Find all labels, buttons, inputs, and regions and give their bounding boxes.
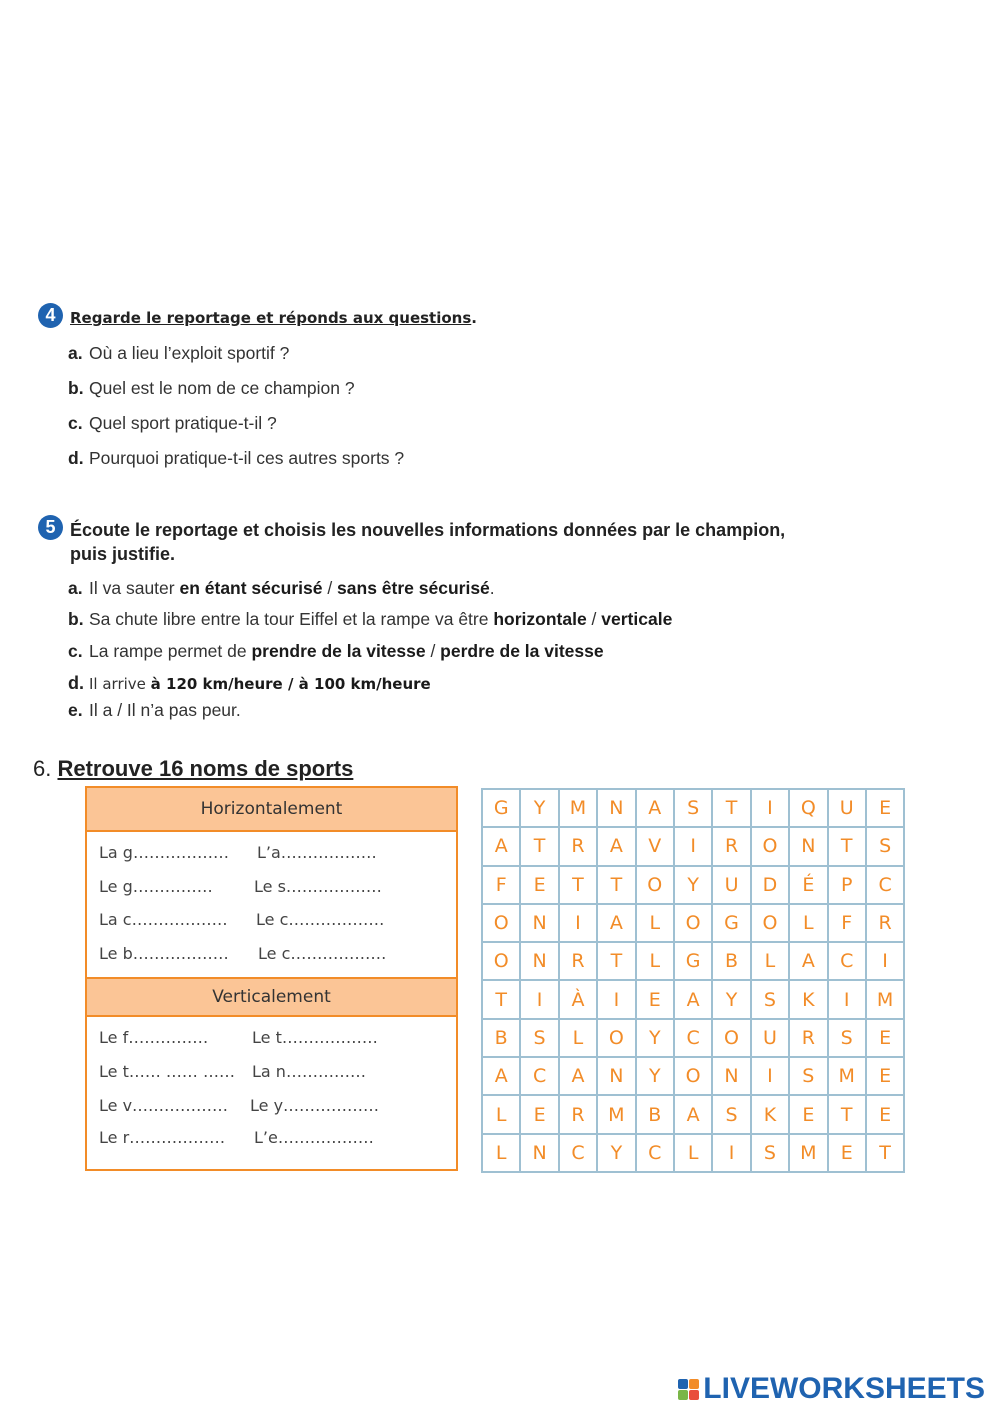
grid-cell[interactable]: T [828, 827, 866, 865]
exercise-6-title-text: Retrouve 16 noms de sports [57, 756, 354, 781]
grid-cell[interactable]: D [751, 866, 789, 904]
choice-separator: / [586, 609, 602, 629]
choice-label: c. [68, 641, 83, 661]
grid-row [482, 942, 904, 980]
hint-h-3b: Le c……………… [256, 910, 385, 929]
question-4c [68, 413, 277, 434]
exercise-6-number: 6. [33, 756, 52, 781]
grid-row [482, 1134, 904, 1172]
grid-row [482, 827, 904, 865]
grid-cell[interactable]: I [751, 1057, 789, 1095]
grid-cell[interactable]: B [712, 942, 750, 980]
grid-cell[interactable]: L [636, 904, 674, 942]
grid-cell[interactable]: N [520, 904, 558, 942]
grid-cell[interactable]: F [828, 904, 866, 942]
choice-prefix: Il va sauter [89, 578, 180, 598]
hint-box [85, 786, 458, 1171]
grid-cell[interactable]: M [866, 980, 904, 1018]
grid-row [482, 1095, 904, 1133]
grid-cell[interactable]: B [636, 1095, 674, 1133]
choice-prefix: Il arrive [89, 675, 151, 693]
grid-cell[interactable]: L [482, 1095, 520, 1133]
grid-cell[interactable]: E [520, 866, 558, 904]
grid-cell[interactable]: A [674, 1095, 712, 1133]
grid-cell[interactable]: O [674, 1057, 712, 1095]
question-text: Quel sport pratique-t-il ? [89, 413, 277, 433]
exercise-5-title-line1: Écoute le reportage et choisis les nouvelles informations données par le champion, [70, 520, 786, 540]
hint-h-4b: Le c……………… [258, 944, 387, 963]
grid-cell[interactable]: T [482, 980, 520, 1018]
grid-row [482, 1019, 904, 1057]
choice-option-2[interactable]: perdre de la vitesse [440, 641, 604, 661]
grid-cell[interactable]: I [674, 827, 712, 865]
grid-row [482, 789, 904, 827]
choice-separator: / [425, 641, 441, 661]
grid-cell[interactable]: R [559, 942, 597, 980]
choice-option-1[interactable]: en étant sécurisé [179, 578, 323, 598]
grid-cell[interactable]: E [866, 1057, 904, 1095]
grid-cell[interactable]: Y [636, 1057, 674, 1095]
grid-row [482, 904, 904, 942]
grid-cell[interactable]: L [636, 942, 674, 980]
grid-cell[interactable]: M [559, 789, 597, 827]
grid-cell[interactable]: I [520, 980, 558, 1018]
grid-cell[interactable]: O [674, 904, 712, 942]
grid-cell[interactable]: T [712, 789, 750, 827]
grid-cell[interactable]: S [866, 827, 904, 865]
grid-cell[interactable]: K [789, 980, 827, 1018]
question-label: d. [68, 448, 84, 468]
grid-cell[interactable]: E [520, 1095, 558, 1133]
exercise-5-title [70, 518, 785, 566]
grid-cell[interactable]: T [866, 1134, 904, 1172]
choice-label: a. [68, 578, 83, 598]
grid-cell[interactable]: N [597, 1057, 635, 1095]
grid-cell[interactable]: R [789, 1019, 827, 1057]
question-4a [68, 343, 289, 364]
grid-cell[interactable]: Q [789, 789, 827, 827]
hint-v-4b: L’e……………… [254, 1128, 374, 1147]
grid-cell[interactable]: E [828, 1134, 866, 1172]
grid-cell[interactable]: T [597, 942, 635, 980]
choice-prefix: Sa chute libre entre la tour Eiffel et la rampe va être [89, 609, 494, 629]
grid-cell[interactable]: F [482, 866, 520, 904]
grid-cell[interactable]: A [597, 827, 635, 865]
grid-cell[interactable]: Y [597, 1134, 635, 1172]
choice-option-1[interactable]: prendre de la vitesse [251, 641, 426, 661]
choice-label: e. [68, 700, 83, 720]
choice-options[interactable]: à 120 km/heure / à 100 km/heure [150, 675, 431, 693]
grid-cell[interactable]: R [712, 827, 750, 865]
grid-cell[interactable]: R [866, 904, 904, 942]
grid-cell[interactable]: U [751, 1019, 789, 1057]
grid-cell[interactable]: E [636, 980, 674, 1018]
grid-cell[interactable]: A [636, 789, 674, 827]
grid-cell[interactable]: A [789, 942, 827, 980]
grid-cell[interactable]: I [712, 1134, 750, 1172]
grid-cell[interactable]: G [712, 904, 750, 942]
hint-v-3b: Le y……………… [250, 1096, 380, 1115]
grid-cell[interactable]: À [559, 980, 597, 1018]
exercise-5-title-line2: puis justifie. [70, 544, 176, 564]
exercise-6-title [33, 756, 353, 782]
question-text: Où a lieu l’exploit sportif ? [89, 343, 290, 363]
grid-cell[interactable]: Y [520, 789, 558, 827]
grid-cell[interactable]: R [559, 1095, 597, 1133]
question-4d [68, 448, 404, 469]
grid-cell[interactable]: M [789, 1134, 827, 1172]
grid-cell[interactable]: C [828, 942, 866, 980]
grid-cell[interactable]: A [559, 1057, 597, 1095]
choice-prefix: La rampe permet de [89, 641, 252, 661]
grid-cell[interactable]: P [828, 866, 866, 904]
horizontal-header: Horizontalement [87, 788, 456, 832]
grid-cell[interactable]: S [751, 1134, 789, 1172]
grid-cell[interactable]: V [636, 827, 674, 865]
grid-cell[interactable]: S [674, 789, 712, 827]
grid-cell[interactable]: N [712, 1057, 750, 1095]
grid-cell[interactable]: E [789, 1095, 827, 1133]
grid-cell[interactable]: É [789, 866, 827, 904]
choice-text[interactable]: Il a / Il n’a pas peur. [89, 700, 241, 720]
grid-cell[interactable]: L [751, 942, 789, 980]
grid-cell[interactable]: C [866, 866, 904, 904]
grid-cell[interactable]: C [520, 1057, 558, 1095]
grid-cell[interactable]: N [520, 1134, 558, 1172]
question-text: Pourquoi pratique-t-il ces autres sports ? [89, 448, 405, 468]
choice-5d [68, 673, 431, 694]
choice-5b [68, 609, 672, 630]
choice-label: b. [68, 609, 84, 629]
hint-v-3a: Le v……………… [99, 1096, 229, 1115]
grid-cell[interactable]: S [789, 1057, 827, 1095]
hint-h-1b: L’a……………… [257, 843, 377, 862]
choice-separator: / [322, 578, 338, 598]
grid-cell[interactable]: O [482, 942, 520, 980]
grid-cell[interactable]: C [636, 1134, 674, 1172]
grid-cell[interactable]: N [597, 789, 635, 827]
exercise-4-title-text: Regarde le reportage et réponds aux questions [70, 309, 472, 327]
hint-v-4a: Le r……………… [99, 1128, 226, 1147]
hint-v-2b: La n…………… [252, 1062, 366, 1081]
exercise-5-number-icon: 5 [38, 515, 63, 540]
grid-cell[interactable]: C [674, 1019, 712, 1057]
grid-cell[interactable]: U [828, 789, 866, 827]
grid-cell[interactable]: A [482, 1057, 520, 1095]
grid-cell[interactable]: L [559, 1019, 597, 1057]
question-text: Quel est le nom de ce champion ? [89, 378, 355, 398]
grid-cell[interactable]: O [636, 866, 674, 904]
grid-cell[interactable]: N [520, 942, 558, 980]
grid-cell[interactable]: M [597, 1095, 635, 1133]
liveworksheets-logo [678, 1372, 985, 1406]
exercise-4-title-period: . [471, 309, 477, 327]
hint-h-1a: La g……………… [99, 843, 229, 862]
grid-cell[interactable]: Y [674, 866, 712, 904]
grid-row [482, 1057, 904, 1095]
exercise-4-number-icon: 4 [38, 303, 63, 328]
vertical-header: Verticalement [87, 977, 456, 1017]
grid-cell[interactable]: E [866, 1019, 904, 1057]
grid-cell[interactable]: S [828, 1019, 866, 1057]
choice-option-2[interactable]: sans être sécurisé [337, 578, 490, 598]
grid-cell[interactable]: I [559, 904, 597, 942]
question-label: a. [68, 343, 83, 363]
grid-cell[interactable]: A [597, 904, 635, 942]
grid-cell[interactable]: E [866, 1095, 904, 1133]
choice-suffix: . [489, 578, 495, 598]
hint-h-4a: Le b……………… [99, 944, 229, 963]
grid-cell[interactable]: I [828, 980, 866, 1018]
grid-cell[interactable]: L [789, 904, 827, 942]
grid-cell[interactable]: N [789, 827, 827, 865]
grid-cell[interactable]: K [751, 1095, 789, 1133]
grid-cell[interactable]: Y [712, 980, 750, 1018]
grid-row [482, 866, 904, 904]
grid-cell[interactable]: T [597, 866, 635, 904]
hint-h-2a: Le g…………… [99, 877, 213, 896]
hint-h-2b: Le s……………… [254, 877, 382, 896]
hint-v-1a: Le f…………… [99, 1028, 209, 1047]
grid-cell[interactable]: C [559, 1134, 597, 1172]
grid-cell[interactable]: I [597, 980, 635, 1018]
grid-cell[interactable]: S [712, 1095, 750, 1133]
grid-cell[interactable]: A [674, 980, 712, 1018]
hint-v-2a: Le t…… …… …… [99, 1062, 236, 1081]
grid-row [482, 980, 904, 1018]
grid-cell[interactable]: G [674, 942, 712, 980]
exercise-4-title [70, 309, 477, 328]
grid-cell[interactable]: L [674, 1134, 712, 1172]
grid-cell[interactable]: S [520, 1019, 558, 1057]
grid-cell[interactable]: S [751, 980, 789, 1018]
logo-text: LIVEWORKSHEETS [703, 1372, 985, 1405]
grid-cell[interactable]: T [559, 866, 597, 904]
grid-cell[interactable]: R [559, 827, 597, 865]
grid-cell[interactable]: L [482, 1134, 520, 1172]
question-4b [68, 378, 355, 399]
grid-cell[interactable]: I [751, 789, 789, 827]
grid-cell[interactable]: O [712, 1019, 750, 1057]
grid-cell[interactable]: A [482, 827, 520, 865]
word-search-grid [481, 788, 905, 1173]
grid-cell[interactable]: G [482, 789, 520, 827]
grid-cell[interactable]: M [828, 1057, 866, 1095]
choice-option-1[interactable]: horizontale [493, 609, 587, 629]
grid-cell[interactable]: T [828, 1095, 866, 1133]
choice-5a [68, 578, 495, 599]
choice-5e [68, 700, 241, 721]
grid-cell[interactable]: O [482, 904, 520, 942]
hint-h-3a: La c……………… [99, 910, 228, 929]
question-label: b. [68, 378, 84, 398]
grid-cell[interactable]: Y [636, 1019, 674, 1057]
question-label: c. [68, 413, 83, 433]
choice-5c [68, 641, 604, 662]
choice-label: d. [68, 673, 84, 693]
grid-cell[interactable]: O [597, 1019, 635, 1057]
grid-cell[interactable]: I [866, 942, 904, 980]
grid-cell[interactable]: B [482, 1019, 520, 1057]
grid-cell[interactable]: T [520, 827, 558, 865]
choice-option-2[interactable]: verticale [601, 609, 673, 629]
logo-mark-icon [678, 1379, 699, 1400]
grid-cell[interactable]: O [751, 827, 789, 865]
grid-cell[interactable]: O [751, 904, 789, 942]
hint-v-1b: Le t……………… [252, 1028, 378, 1047]
grid-cell[interactable]: E [866, 789, 904, 827]
grid-cell[interactable]: U [712, 866, 750, 904]
